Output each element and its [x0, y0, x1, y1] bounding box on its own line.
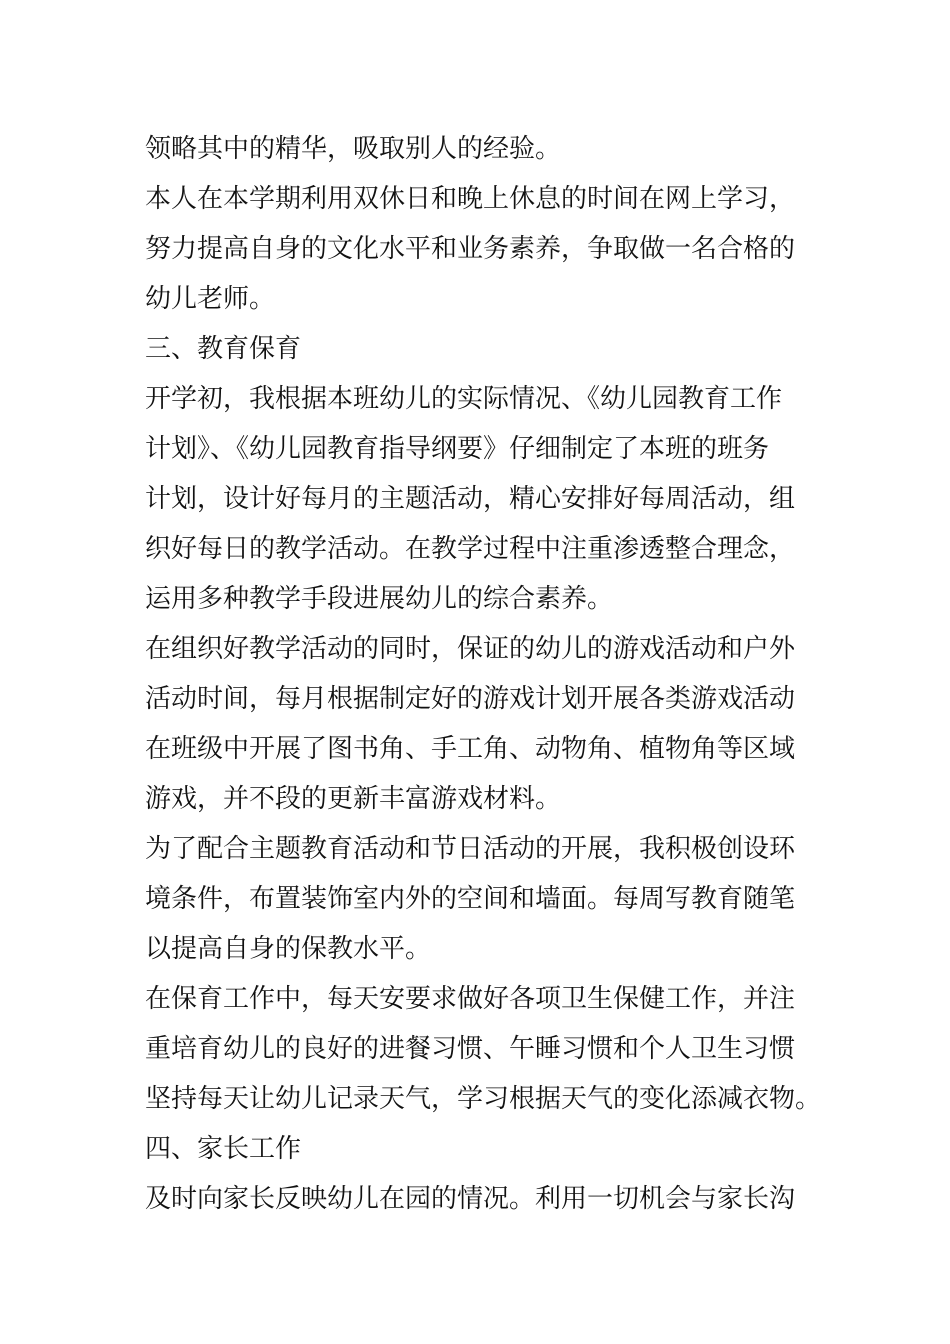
text-line-17: 以提高自身的保教水平。	[145, 934, 432, 964]
text-line-3: 努力提高自身的文化水平和业务素养，争取做一名合格的	[145, 234, 796, 264]
text-line-14: 游戏，并不段的更新丰富游戏材料。	[145, 784, 562, 814]
text-line-2: 本人在本学期利用双休日和晚上休息的时间在网上学习，	[145, 184, 796, 214]
text-line-20: 坚持每天让幼儿记录天气，学习根据天气的变化添减衣物。	[145, 1084, 822, 1114]
text-line-18: 在保育工作中，每天安要求做好各项卫生保健工作，并注	[145, 984, 796, 1014]
text-line-19: 重培育幼儿的良好的进餐习惯、午睡习惯和个人卫生习惯	[145, 1034, 796, 1064]
section-heading-3: 三、教育保育	[145, 334, 302, 364]
document-body	[145, 124, 825, 1224]
text-line-4: 幼儿老师。	[145, 284, 276, 314]
section-heading-4: 四、家长工作	[145, 1134, 302, 1164]
text-line-11: 在组织好教学活动的同时，保证的幼儿的游戏活动和户外	[145, 634, 796, 664]
text-line-12: 活动时间，每月根据制定好的游戏计划开展各类游戏活动	[145, 684, 796, 714]
text-line-7: 计划》、《幼儿园教育指导纲要》仔细制定了本班的班务	[145, 434, 770, 464]
text-line-10: 运用多种教学手段进展幼儿的综合素养。	[145, 584, 614, 614]
text-line-15: 为了配合主题教育活动和节日活动的开展，我积极创设环	[145, 834, 796, 864]
text-line-16: 境条件，布置装饰室内外的空间和墙面。每周写教育随笔	[145, 884, 796, 914]
text-line-6: 开学初，我根据本班幼儿的实际情况、《幼儿园教育工作	[145, 384, 783, 414]
text-line-1: 领略其中的精华，吸取别人的经验。	[145, 134, 562, 164]
text-line-8: 计划，设计好每月的主题活动，精心安排好每周活动，组	[145, 484, 796, 514]
text-line-22: 及时向家长反映幼儿在园的情况。利用一切机会与家长沟	[145, 1184, 796, 1214]
text-line-13: 在班级中开展了图书角、手工角、动物角、植物角等区域	[145, 734, 796, 764]
text-line-9: 织好每日的教学活动。在教学过程中注重渗透整合理念，	[145, 534, 796, 564]
